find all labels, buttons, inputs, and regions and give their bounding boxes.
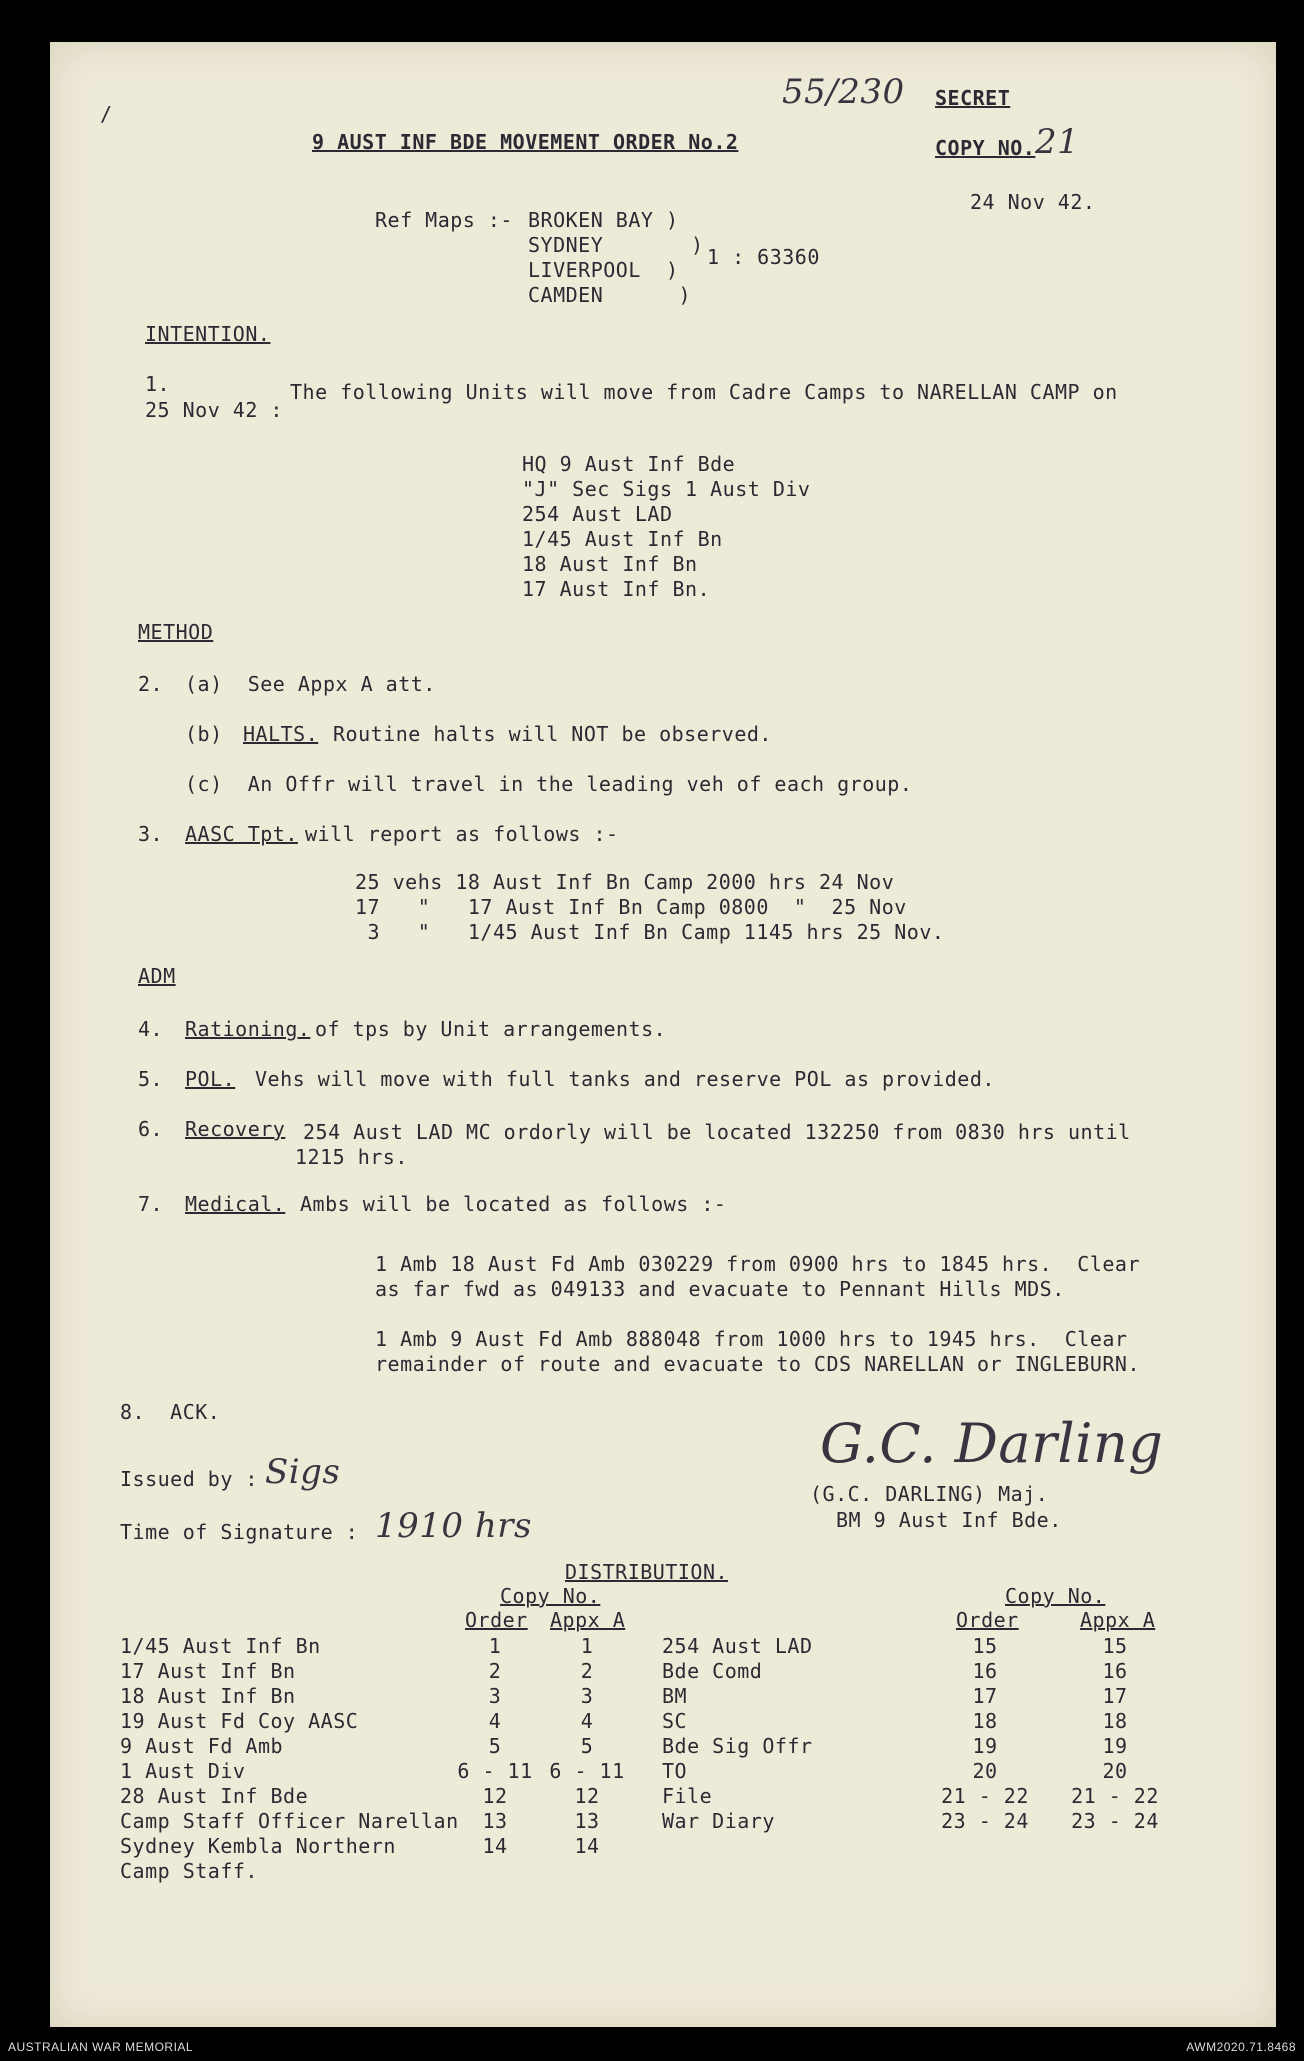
ref-map-4: CAMDEN ) — [528, 283, 692, 307]
distribution-order-copy: 2 — [488, 1659, 502, 1683]
distribution-recipient: TO — [662, 1759, 688, 1783]
para-1-date: 25 Nov 42 : — [145, 398, 283, 422]
transport-line-1: 25 vehs 18 Aust Inf Bn Camp 2000 hrs 24 Nov — [355, 870, 895, 894]
file-reference: 55/230 — [782, 72, 905, 112]
copy-no-right-heading: Copy No. — [1005, 1584, 1106, 1608]
para-4-text: of tps by Unit arrangements. — [315, 1017, 667, 1041]
para-5-title: POL. — [185, 1067, 236, 1091]
copy-label: COPY NO. — [935, 136, 1036, 160]
ref-maps-label: Ref Maps :- — [375, 208, 513, 232]
distribution-order-copy: 4 — [488, 1709, 502, 1733]
unit-6: 17 Aust Inf Bn. — [522, 577, 711, 601]
para-3-number: 3. — [138, 822, 164, 846]
ref-map-1: BROKEN BAY ) — [528, 208, 679, 232]
distribution-order-copy: 12 — [482, 1784, 508, 1808]
distribution-appx-copy: 16 — [1102, 1659, 1128, 1683]
distribution-appx-copy: 2 — [580, 1659, 594, 1683]
distribution-recipient: File — [662, 1784, 713, 1808]
distribution-recipient: 1 Aust Div — [120, 1759, 246, 1783]
unit-4: 1/45 Aust Inf Bn — [522, 527, 723, 551]
distribution-order-copy: 15 — [972, 1634, 998, 1658]
para-3-text: will report as follows :- — [305, 822, 619, 846]
distribution-recipient: 9 Aust Fd Amb — [120, 1734, 284, 1758]
distribution-recipient: Camp Staff Officer Narellan — [120, 1809, 459, 1833]
ambulance-1-line-1: 1 Amb 18 Aust Fd Amb 030229 from 0900 hrs to 1845 hrs. Clear — [375, 1252, 1141, 1276]
adm-heading: ADM — [138, 964, 176, 988]
distribution-appx-copy: 19 — [1102, 1734, 1128, 1758]
distribution-recipient: BM — [662, 1684, 688, 1708]
para-2-number: 2. — [138, 672, 164, 696]
map-scale: 1 : 63360 — [707, 245, 820, 269]
para-2b-text: Routine halts will NOT be observed. — [333, 722, 772, 746]
copy-no-left-heading: Copy No. — [500, 1584, 601, 1608]
distribution-recipient: Bde Comd — [662, 1659, 763, 1683]
transport-line-2: 17 " 17 Aust Inf Bn Camp 0800 " 25 Nov — [355, 895, 907, 919]
order-left-heading: Order — [465, 1608, 528, 1632]
distribution-recipient: 17 Aust Inf Bn — [120, 1659, 296, 1683]
time-of-signature-label: Time of Signature : — [120, 1520, 359, 1544]
signature-image: G.C. Darling — [820, 1412, 1164, 1475]
footer-accession-number: AWM2020.71.8468 — [1186, 2040, 1296, 2054]
para-7-title: Medical. — [185, 1192, 286, 1216]
distribution-appx-copy: 13 — [574, 1809, 600, 1833]
distribution-order-copy: 16 — [972, 1659, 998, 1683]
order-right-heading: Order — [956, 1608, 1019, 1632]
distribution-recipient: 28 Aust Inf Bde — [120, 1784, 309, 1808]
distribution-order-copy: 19 — [972, 1734, 998, 1758]
distribution-recipient: SC — [662, 1709, 688, 1733]
distribution-order-copy: 14 — [482, 1834, 508, 1858]
issued-by-label: Issued by : — [120, 1467, 258, 1491]
distribution-recipient: 254 Aust LAD — [662, 1634, 813, 1658]
distribution-order-copy: 13 — [482, 1809, 508, 1833]
para-3-title: AASC Tpt. — [185, 822, 298, 846]
appx-left-heading: Appx A — [550, 1608, 626, 1632]
distribution-order-copy: 6 - 11 — [457, 1759, 533, 1783]
signatory-name: (G.C. DARLING) Maj. — [810, 1482, 1049, 1506]
para-4-number: 4. — [138, 1017, 164, 1041]
para-2b-label: (b) — [185, 722, 223, 746]
unit-3: 254 Aust LAD — [522, 502, 673, 526]
para-6-text-2: 1215 hrs. — [295, 1145, 408, 1169]
para-2b-title: HALTS. — [243, 722, 319, 746]
unit-5: 18 Aust Inf Bn — [522, 552, 698, 576]
distribution-recipient: Camp Staff. — [120, 1859, 258, 1883]
distribution-recipient: Bde Sig Offr — [662, 1734, 813, 1758]
distribution-recipient: 19 Aust Fd Coy AASC — [120, 1709, 359, 1733]
distribution-order-copy: 5 — [488, 1734, 502, 1758]
para-2a: (a) See Appx A att. — [185, 672, 436, 696]
distribution-order-copy: 20 — [972, 1759, 998, 1783]
time-of-signature-value: 1910 hrs — [375, 1506, 532, 1546]
distribution-appx-copy: 3 — [580, 1684, 594, 1708]
para-6-title: Recovery — [185, 1117, 286, 1141]
distribution-appx-copy: 12 — [574, 1784, 600, 1808]
distribution-appx-copy: 1 — [580, 1634, 594, 1658]
document-page — [50, 42, 1276, 2027]
distribution-appx-copy: 15 — [1102, 1634, 1128, 1658]
distribution-appx-copy: 4 — [580, 1709, 594, 1733]
para-5-text: Vehs will move with full tanks and reserve POL as provided. — [255, 1067, 995, 1091]
para-6-number: 6. — [138, 1117, 164, 1141]
distribution-appx-copy: 17 — [1102, 1684, 1128, 1708]
appx-right-heading: Appx A — [1080, 1608, 1156, 1632]
distribution-appx-copy: 18 — [1102, 1709, 1128, 1733]
para-2c: (c) An Offr will travel in the leading veh of each group. — [185, 772, 913, 796]
ref-map-2: SYDNEY ) — [528, 233, 704, 257]
ambulance-2-line-1: 1 Amb 9 Aust Fd Amb 888048 from 1000 hrs to 1945 hrs. Clear — [375, 1327, 1128, 1351]
ref-map-3: LIVERPOOL ) — [528, 258, 679, 282]
distribution-recipient: 18 Aust Inf Bn — [120, 1684, 296, 1708]
unit-1: HQ 9 Aust Inf Bde — [522, 452, 736, 476]
signatory-role: BM 9 Aust Inf Bde. — [836, 1508, 1062, 1532]
distribution-appx-copy: 23 - 24 — [1071, 1809, 1159, 1833]
footer-institution: AUSTRALIAN WAR MEMORIAL — [8, 2040, 194, 2054]
distribution-appx-copy: 5 — [580, 1734, 594, 1758]
classification-label: SECRET — [935, 86, 1011, 110]
distribution-order-copy: 18 — [972, 1709, 998, 1733]
distribution-appx-copy: 20 — [1102, 1759, 1128, 1783]
para-7-number: 7. — [138, 1192, 164, 1216]
distribution-order-copy: 17 — [972, 1684, 998, 1708]
para-6-text-1: 254 Aust LAD MC ordorly will be located 132250 from 0830 hrs until — [303, 1120, 1131, 1144]
distribution-order-copy: 23 - 24 — [941, 1809, 1029, 1833]
document-title: 9 AUST INF BDE MOVEMENT ORDER No.2 — [312, 130, 739, 154]
distribution-appx-copy: 14 — [574, 1834, 600, 1858]
ambulance-2-line-2: remainder of route and evacuate to CDS NARELLAN or INGLEBURN. — [375, 1352, 1141, 1376]
unit-2: "J" Sec Sigs 1 Aust Div — [522, 477, 811, 501]
distribution-appx-copy: 6 - 11 — [549, 1759, 625, 1783]
distribution-recipient: 1/45 Aust Inf Bn — [120, 1634, 321, 1658]
para-1-text: The following Units will move from Cadre Camps to NARELLAN CAMP on — [290, 380, 1118, 404]
distribution-order-copy: 21 - 22 — [941, 1784, 1029, 1808]
margin-mark: / — [100, 102, 113, 126]
ambulance-1-line-2: as far fwd as 049133 and evacuate to Pennant Hills MDS. — [375, 1277, 1065, 1301]
para-8: 8. ACK. — [120, 1400, 221, 1424]
distribution-recipient: Sydney Kembla Northern — [120, 1834, 396, 1858]
intention-heading: INTENTION. — [145, 322, 271, 346]
copy-number: 21 — [1035, 122, 1080, 162]
para-4-title: Rationing. — [185, 1017, 311, 1041]
distribution-order-copy: 3 — [488, 1684, 502, 1708]
distribution-order-copy: 1 — [488, 1634, 502, 1658]
para-5-number: 5. — [138, 1067, 164, 1091]
distribution-heading: DISTRIBUTION. — [565, 1560, 729, 1584]
distribution-appx-copy: 21 - 22 — [1071, 1784, 1159, 1808]
para-1-number: 1. — [145, 372, 171, 396]
issued-by-value: Sigs — [265, 1452, 341, 1492]
transport-line-3: 3 " 1/45 Aust Inf Bn Camp 1145 hrs 25 Nov. — [355, 920, 945, 944]
method-heading: METHOD — [138, 620, 214, 644]
para-7-text: Ambs will be located as follows :- — [300, 1192, 727, 1216]
distribution-recipient: War Diary — [662, 1809, 775, 1833]
document-date: 24 Nov 42. — [970, 190, 1096, 214]
